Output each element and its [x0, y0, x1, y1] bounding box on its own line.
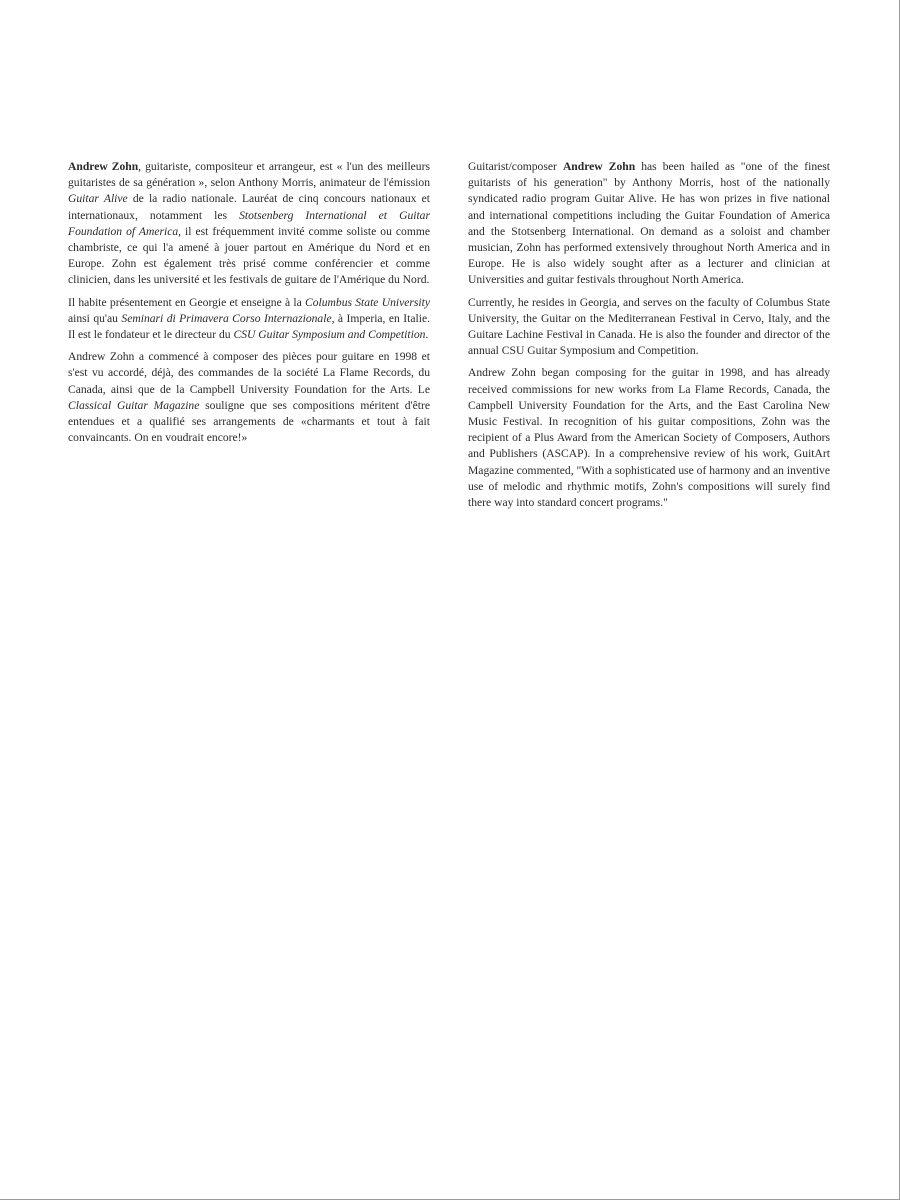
french-paragraph-2	[68, 295, 430, 344]
text-run: .	[425, 328, 429, 342]
magazine-name: Classical Guitar Magazine	[68, 398, 200, 412]
competition-names: Stotsenberg International et Guitar Foundation of America	[68, 208, 430, 238]
text-run: ainsi qu'au	[68, 311, 122, 325]
english-paragraph-3: Andrew Zohn began composing for the guitar in 1998, and has already received commissions for new works from La Flame Records, Canada, the Campbell University Foundation for the Arts, and the East Carolina New Music Festival. In recognition of his guitar compositions, Zohn was the recipient of a Plus Award from the American Society of Composers, Authors and Publishers (ASCAP). In a comprehensive review of his work, GuitArt Magazine commented, "With a sophisticated use of harmony and an inventive use of melodic and rhythmic motifs, Zohn's compositions will surely find there way into standard concert programs."	[468, 366, 830, 510]
english-biography-column	[468, 159, 830, 517]
seminar-name: Seminari di Primavera Corso Internazionale	[121, 311, 332, 325]
french-paragraph-1	[68, 159, 430, 289]
text-run: , à Imperia, en Italie. Il est le fondateur et le directeur du	[68, 311, 430, 342]
text-run: Andrew Zohn a commencé à composer des pièces pour guitare en 1998 et s'est vu accordé, déjà, des commandes de la société La Flame Records, du Canada, ainsi que de la Campbell University Foundation for the Arts. Le	[68, 350, 430, 396]
university-name: Columbus State University	[304, 295, 430, 309]
english-paragraph-2: Currently, he resides in Georgia, and serves on the faculty of Columbus State University, the Guitar on the Mediterranean Festival in Cervo, Italy, and the Guitare Lachine Festival in Canada. He is also the founder and director of the annual CSU Guitar Symposium and Competition.	[468, 295, 830, 358]
text-run: , il est fréquemment invité comme soliste ou comme chambriste, ce qui l'a amené à jouer partout en Amérique du Nord et en Europe. Zohn est également très prisé comme conférencier et comme clinicien, dans les université et les festivals de guitare de l'Amérique du Nord.	[68, 224, 430, 287]
artist-name: Andrew Zohn	[562, 160, 636, 173]
french-paragraph-3	[68, 349, 430, 446]
english-paragraph-1	[468, 159, 830, 289]
text-run: , guitariste, compositeur et arrangeur, est « l'un des meilleurs guitaristes de sa génération », selon Anthony Morris, animateur de l'émission	[68, 160, 430, 190]
radio-show-title: Guitar Alive	[68, 192, 128, 206]
text-run: Guitarist/composer	[468, 160, 563, 173]
french-biography-column	[68, 159, 430, 452]
text-run: de la radio nationale. Lauréat de cinq concours nationaux et internationaux, notamment les	[68, 192, 430, 222]
text-run: Il habite présentement en Georgie et enseigne à la	[68, 295, 305, 309]
artist-name: Andrew Zohn	[68, 160, 139, 173]
symposium-name: CSU Guitar Symposium and Competition	[233, 328, 426, 342]
text-run: has been hailed as "one of the finest guitarists of his generation" by Anthony Morris, host of the nationally syndicated radio program Guitar Alive. He has won prizes in five national and international competitions including the Guitar Foundation of America and the Stotsenberg International. On demand as a soloist and chamber musician, Zohn has performed extensively throughout North America and in Europe. He is also widely sought after as a lecturer and clinician at Universities and guitar festivals throughout North America.	[468, 160, 830, 287]
text-run: souligne que ses compositions méritent d'être entendues et a qualifié ses arrangements de «charmants et tout à fait convaincants. On en voudrait encore!»	[68, 398, 430, 445]
